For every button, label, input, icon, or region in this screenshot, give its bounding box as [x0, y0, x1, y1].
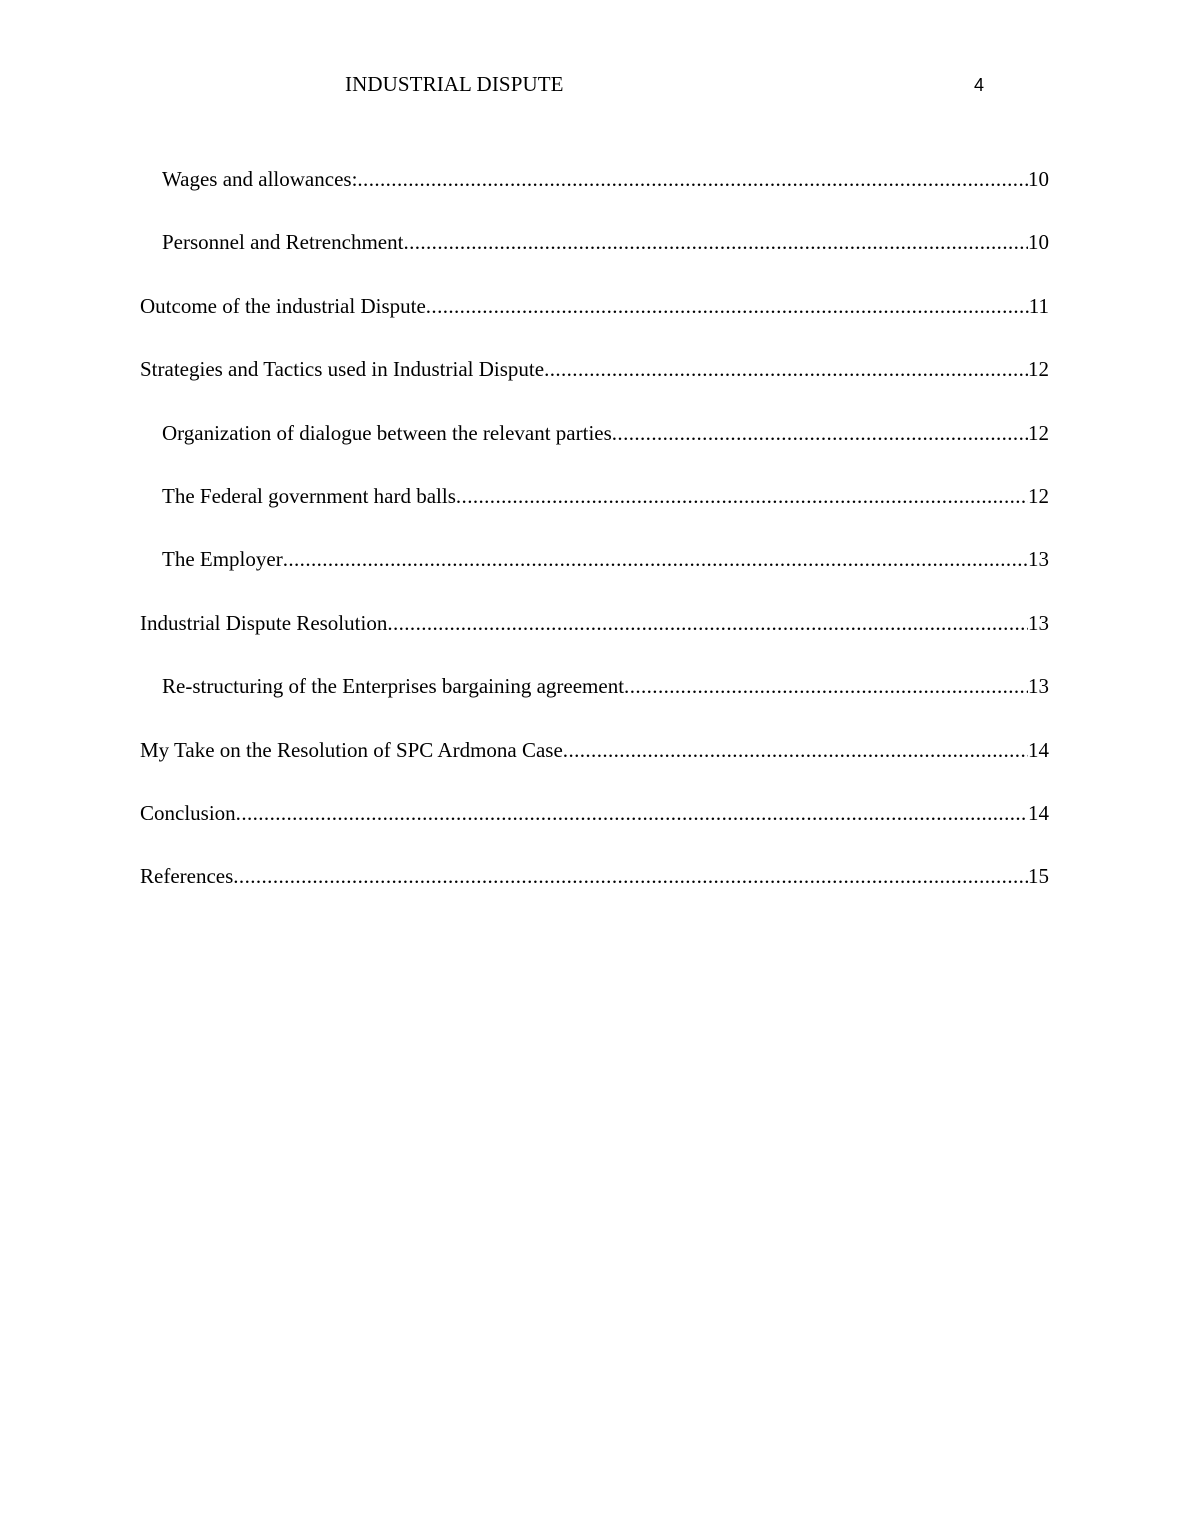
toc-entry-title: Conclusion — [140, 800, 236, 825]
toc-entry-title: References — [140, 864, 234, 889]
toc-entry-title: Industrial Dispute Resolution — [140, 610, 388, 635]
toc-entry-title: The Federal government hard balls — [162, 483, 456, 508]
toc-entry-title: Personnel and Retrenchment — [162, 230, 404, 255]
toc-entry-title: Re-structuring of the Enterprises bargaining agreement — [162, 674, 625, 699]
toc-entry-title: The Employer — [162, 547, 283, 572]
toc-dot-leader — [624, 670, 1028, 702]
toc-entry-page: 13 — [1028, 674, 1049, 699]
toc-entry-page: 13 — [1028, 610, 1049, 635]
toc-entry-references[interactable] — [140, 860, 1049, 923]
toc-dot-leader — [456, 480, 1028, 512]
toc-entry-page: 11 — [1028, 293, 1049, 318]
toc-entry-page: 12 — [1028, 420, 1049, 445]
toc-entry-page: 12 — [1028, 483, 1049, 508]
toc-dot-leader — [563, 734, 1028, 766]
toc-entry-title: Outcome of the industrial Dispute — [140, 293, 426, 318]
toc-dot-leader — [236, 797, 1028, 829]
toc-entry-the-employer[interactable] — [140, 543, 1049, 606]
toc-entry-page: 10 — [1028, 230, 1049, 255]
toc-dot-leader — [233, 860, 1028, 892]
toc-entry-my-take[interactable] — [140, 734, 1049, 797]
toc-entry-page: 10 — [1028, 167, 1049, 191]
table-of-contents — [140, 163, 1049, 924]
toc-entry-federal-government-hard-balls[interactable] — [140, 480, 1049, 543]
toc-entry-personnel-and-retrenchment[interactable] — [140, 226, 1049, 289]
toc-entry-page: 12 — [1028, 357, 1049, 382]
toc-entry-page: 14 — [1028, 800, 1049, 825]
toc-dot-leader — [544, 353, 1028, 385]
page-number: 4 — [974, 75, 985, 95]
running-head: INDUSTRIAL DISPUTE — [345, 72, 564, 96]
toc-entry-wages-and-allowances[interactable] — [140, 163, 1049, 226]
toc-entry-restructuring-agreement[interactable] — [140, 670, 1049, 733]
toc-entry-page: 14 — [1028, 737, 1049, 762]
toc-dot-leader — [426, 290, 1029, 322]
toc-dot-leader — [357, 163, 1028, 195]
toc-entry-outcome-of-dispute[interactable] — [140, 290, 1049, 353]
toc-dot-leader — [612, 417, 1028, 449]
toc-entry-strategies-and-tactics[interactable] — [140, 353, 1049, 416]
toc-dot-leader — [387, 607, 1028, 639]
toc-entry-title: Strategies and Tactics used in Industrial Dispute — [140, 357, 545, 382]
toc-entry-conclusion[interactable] — [140, 797, 1049, 860]
toc-entry-title: Organization of dialogue between the relevant parties — [162, 420, 612, 445]
toc-entry-title: Wages and allowances: — [162, 167, 358, 191]
toc-entry-organization-of-dialogue[interactable] — [140, 417, 1049, 480]
toc-entry-dispute-resolution[interactable] — [140, 607, 1049, 670]
toc-entry-title: My Take on the Resolution of SPC Ardmona Case — [140, 737, 563, 762]
toc-dot-leader — [403, 226, 1028, 258]
toc-entry-page: 15 — [1028, 864, 1049, 889]
toc-entry-page: 13 — [1028, 547, 1049, 572]
toc-dot-leader — [283, 543, 1028, 575]
